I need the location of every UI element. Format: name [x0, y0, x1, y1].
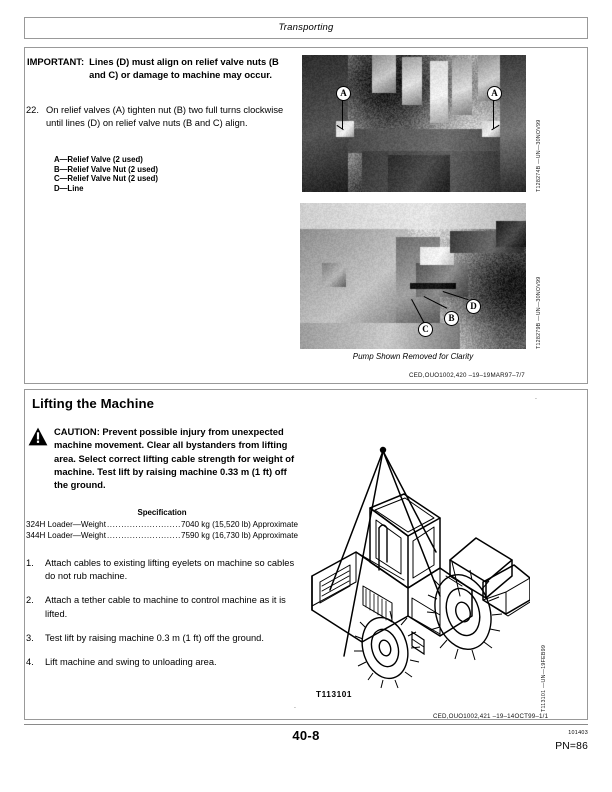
illustration-image-id: T113101 —UN—19FEB99 — [541, 644, 547, 712]
specification-table — [26, 508, 298, 541]
list-item — [26, 557, 300, 583]
callout-c: C — [418, 322, 433, 337]
procedure-steps — [26, 557, 300, 680]
page-title: Lifting the Machine — [32, 396, 155, 411]
step-number: 2. — [26, 595, 34, 606]
legend-item: D—Line — [54, 183, 84, 193]
photo-bottom-image-id: T128279B —UN—30NOV99 — [536, 276, 542, 349]
photo-pump-removed-canvas — [300, 203, 526, 349]
important-notice — [27, 55, 295, 82]
spec-leader-dots: .......................... — [106, 530, 182, 540]
photo-relief-valves — [302, 55, 526, 192]
list-item — [26, 656, 300, 669]
source-line-bottom: CED,OUO1002,421 –19–14OCT99–1/1 — [433, 713, 549, 720]
spec-label: 344H Loader—Weight — [26, 530, 106, 540]
revision-number: 101403 — [568, 730, 588, 736]
list-item — [26, 632, 300, 645]
running-head-title: Transporting — [278, 22, 334, 33]
spec-label: 324H Loader—Weight — [26, 519, 106, 529]
step-22 — [26, 104, 298, 130]
callout-b: B — [444, 311, 459, 326]
table-row — [26, 519, 298, 530]
spec-value: 7590 kg (16,730 lb) Approximate — [181, 530, 298, 540]
photo-pump-removed — [300, 203, 526, 349]
source-line-top: CED,OUO1002,420 –19–19MAR97–7/7 — [409, 372, 525, 379]
important-text: Lines (D) must align on relief valve nuts (B and C) or damage to machine may occur. — [89, 56, 279, 81]
page-number: 40-8 — [292, 728, 320, 743]
step-text: Attach a tether cable to machine to control machine as it is lifted. — [45, 595, 286, 619]
spec-value: 7040 kg (15,520 lb) Approximate — [181, 519, 298, 529]
step-22-text: On relief valves (A) tighten nut (B) two full turns clockwise until lines (D) on relief valve nuts (B and C) align. — [46, 105, 284, 129]
step-number: 3. — [26, 632, 34, 643]
important-label: IMPORTANT: — [27, 56, 85, 67]
step-22-number: 22. — [26, 105, 39, 115]
photo-top-image-id: T128274B —UN—30NOV99 — [536, 119, 542, 192]
photo-bottom-caption: Pump Shown Removed for Clarity — [352, 352, 474, 361]
callout-a-left: A — [336, 86, 351, 101]
specification-heading: Specification — [137, 508, 187, 517]
legend-item: A—Relief Valve (2 used) — [54, 155, 143, 164]
spec-leader-dots: .......................... — [106, 519, 182, 529]
running-head-box — [24, 17, 588, 39]
step-number: 1. — [26, 558, 34, 568]
leader-line — [493, 99, 494, 129]
legend-item: C—Relief Valve Nut (2 used) — [54, 174, 158, 184]
caution-notice — [28, 425, 300, 491]
footer-divider — [24, 724, 588, 725]
caution-text: CAUTION: Prevent possible injury from unexpected machine movement. Clear all bystanders from lifting area. Select correct lifting cable strength for weight of machine. Test lift by raising machine 0.33 m (1 ft) off the ground. — [54, 426, 295, 491]
step-text: Attach cables to existing lifting eyelets on machine so cables do not rub machine. — [45, 558, 295, 582]
loader-lifting-illustration — [300, 410, 530, 690]
illustration-art-id: T113101 — [316, 690, 353, 699]
corner-dot-top: . — [535, 394, 537, 401]
warning-triangle-icon — [28, 425, 54, 491]
callout-d: D — [466, 299, 481, 314]
pn-number: PN=86 — [555, 741, 588, 752]
corner-dot-bottom: . — [294, 703, 296, 710]
table-row — [26, 530, 298, 541]
step-text: Lift machine and swing to unloading area. — [45, 657, 217, 668]
list-item — [26, 594, 300, 620]
legend-item: B—Relief Valve Nut (2 used) — [54, 164, 158, 174]
leader-line — [342, 99, 343, 129]
callout-a-right: A — [487, 86, 502, 101]
step-number: 4. — [26, 657, 34, 668]
callout-legend — [54, 155, 274, 193]
step-text: Test lift by raising machine 0.3 m (1 ft) off the ground. — [45, 632, 264, 643]
